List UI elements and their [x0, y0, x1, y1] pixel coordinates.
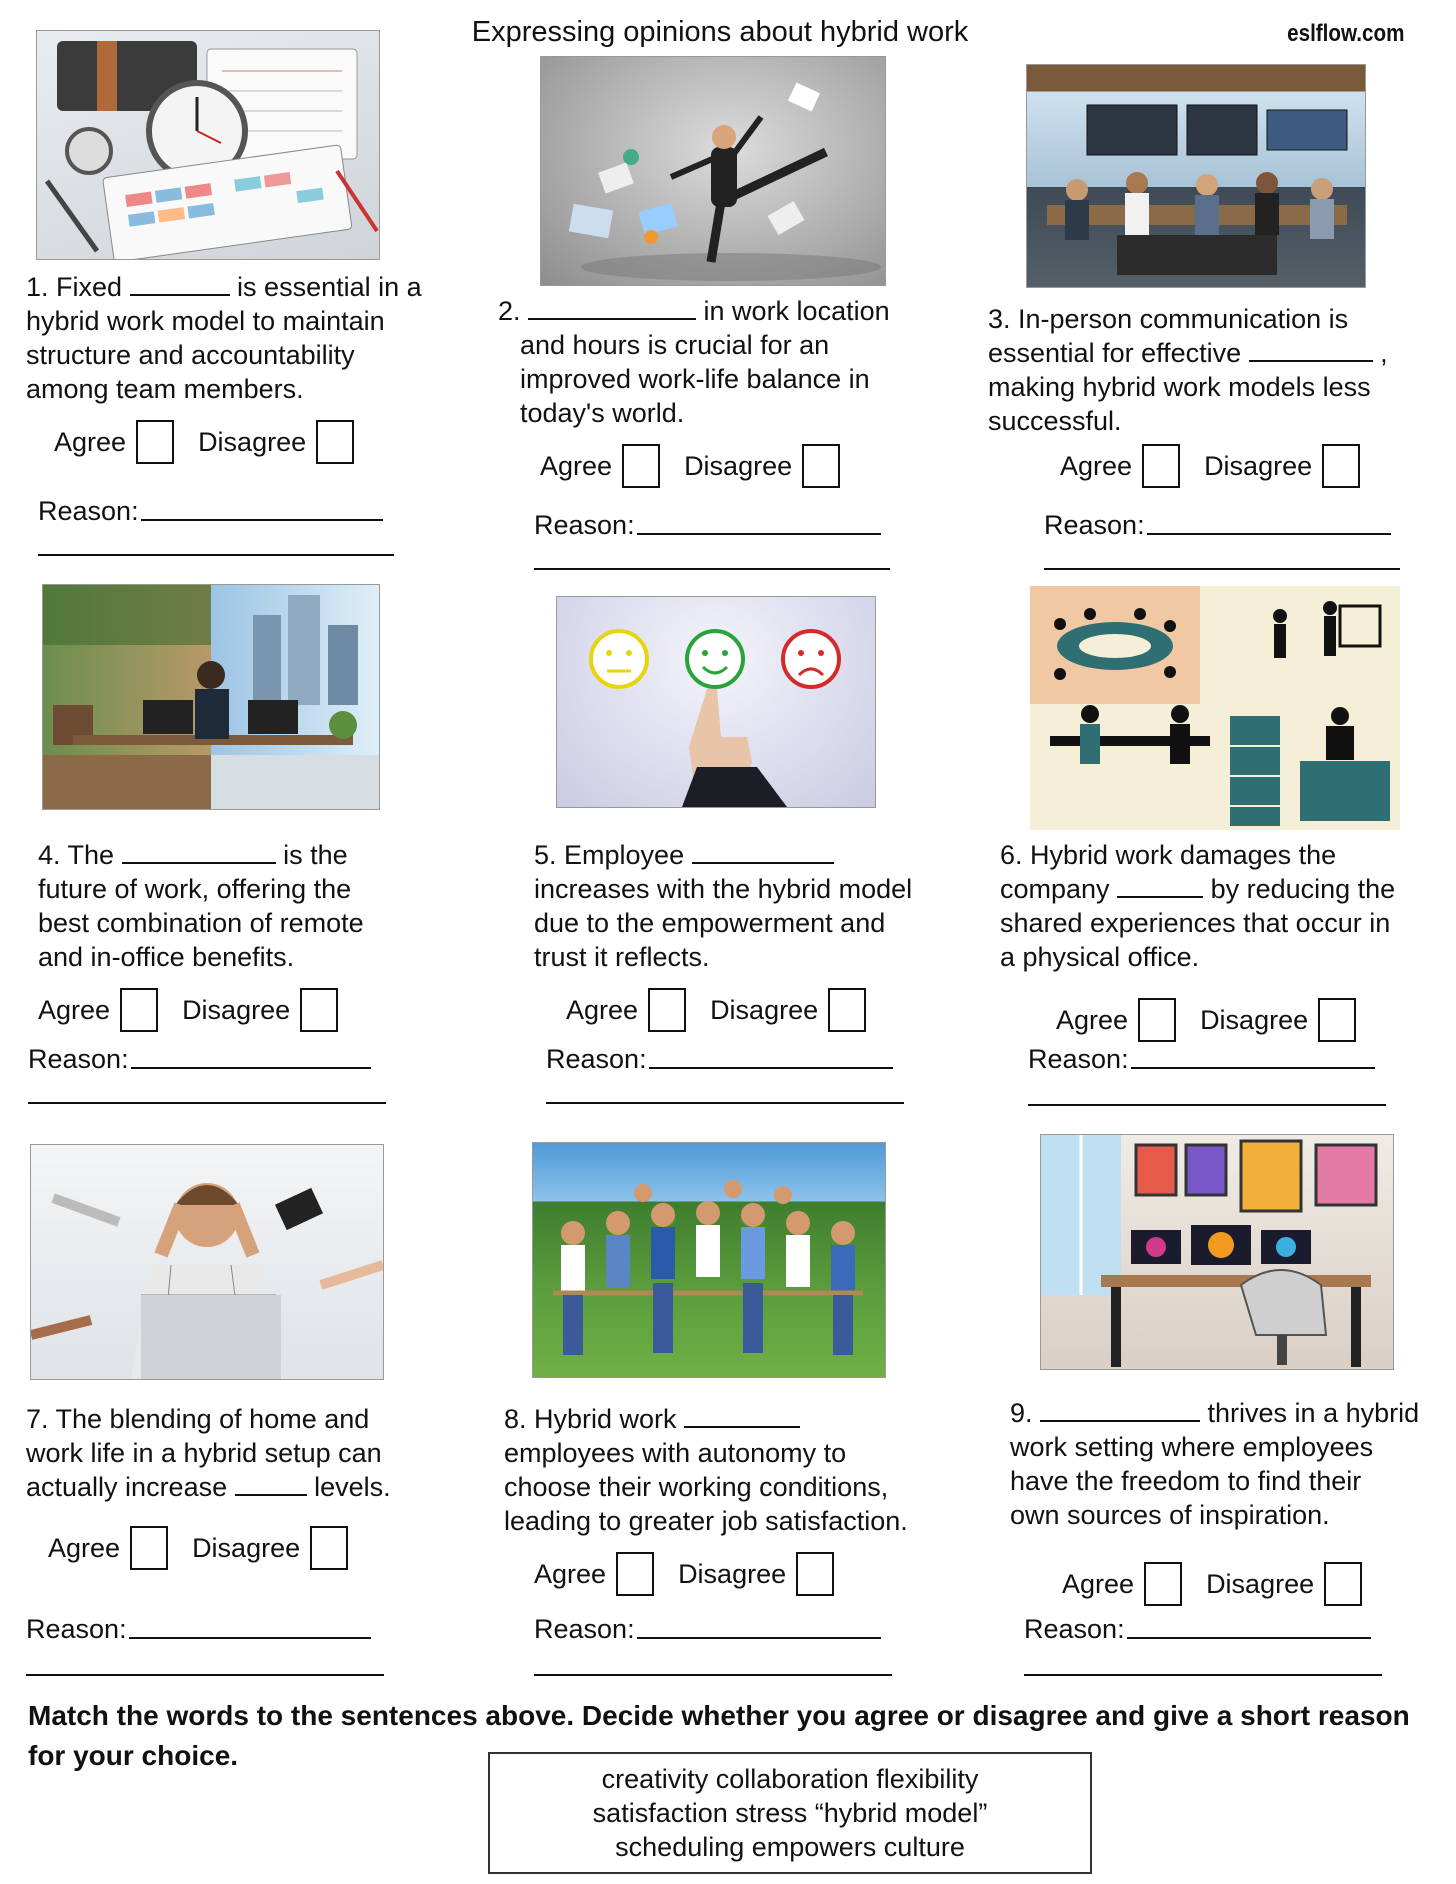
question-1-reason: [38, 496, 383, 527]
question-6-line-2: company by reducing the: [1000, 874, 1396, 904]
disagree-checkbox[interactable]: [796, 1552, 834, 1596]
question-8-text: [504, 1402, 908, 1538]
disagree-label: Disagree: [1206, 1568, 1315, 1599]
question-7-line-1: 7. The blending of home and: [26, 1404, 370, 1434]
disagree-label: Disagree: [182, 994, 291, 1025]
question-9-line-1: 9. thrives in a hybrid: [1010, 1398, 1420, 1428]
question-3-line-1: 3. In-person communication is: [988, 304, 1349, 334]
question-8-reason: [534, 1614, 881, 1645]
agree-label: Agree: [540, 450, 613, 481]
reason-line-2[interactable]: [534, 1674, 892, 1676]
creative-studio-illustration: [1041, 1135, 1393, 1369]
question-5-line-3: due to the empowerment and: [534, 908, 886, 938]
reason-label: Reason:: [1024, 1614, 1125, 1644]
question-7-line-2: work life in a hybrid setup can: [26, 1438, 382, 1468]
agree-label: Agree: [54, 426, 127, 457]
open-office-illustration: [1027, 65, 1365, 287]
question-1-text: [26, 270, 422, 406]
question-6-reason: [1028, 1044, 1375, 1075]
question-image-8: [532, 1142, 886, 1378]
reason-line[interactable]: [131, 1065, 371, 1069]
question-3-text: [988, 302, 1388, 438]
agree-label: Agree: [1062, 1568, 1135, 1599]
reason-line-2[interactable]: [28, 1102, 386, 1104]
disagree-checkbox[interactable]: [1322, 444, 1360, 488]
stressed-worker-illustration: [31, 1145, 383, 1379]
question-4-agree-disagree: [38, 988, 362, 1032]
question-5-line-2: increases with the hybrid model: [534, 874, 913, 904]
word-bank-line-1: creativity collaboration flexibility: [601, 1764, 979, 1794]
disagree-checkbox[interactable]: [1318, 998, 1356, 1042]
agree-checkbox[interactable]: [120, 988, 158, 1032]
reason-label: Reason:: [534, 510, 635, 540]
agree-checkbox[interactable]: [648, 988, 686, 1032]
answer-blank[interactable]: [1040, 1398, 1200, 1422]
disagree-label: Disagree: [198, 426, 307, 457]
question-4-line-4: and in-office benefits.: [38, 942, 295, 972]
question-8-line-3: choose their working conditions,: [504, 1472, 889, 1502]
instructions: Match the words to the sentences above. Decide whether you agree or disagree and give a short reason for your choice.: [28, 1700, 1410, 1771]
agree-checkbox[interactable]: [622, 444, 660, 488]
question-7-text: [26, 1402, 391, 1504]
question-4-text: [38, 838, 364, 974]
question-9-line-2: work setting where employees: [1010, 1432, 1374, 1462]
answer-blank[interactable]: [122, 840, 276, 864]
reason-label: Reason:: [546, 1044, 647, 1074]
disagree-label: Disagree: [1200, 1004, 1309, 1035]
question-3-line-2: essential for effective ,: [988, 338, 1388, 368]
question-9-reason: [1024, 1614, 1371, 1645]
question-1-line-3: structure and accountability: [26, 340, 355, 370]
reason-label: Reason:: [1028, 1044, 1129, 1074]
question-6-line-3: shared experiences that occur in: [1000, 908, 1391, 938]
agree-checkbox[interactable]: [616, 1552, 654, 1596]
question-1-line-1: 1. Fixed is essential in a: [26, 272, 422, 302]
disagree-label: Disagree: [684, 450, 793, 481]
reason-line-2[interactable]: [38, 554, 394, 556]
reason-line-2[interactable]: [534, 568, 890, 570]
agree-label: Agree: [38, 994, 111, 1025]
team-tug-of-war-illustration: [533, 1143, 885, 1377]
reason-line[interactable]: [637, 1635, 881, 1639]
reason-line[interactable]: [1127, 1635, 1371, 1639]
question-3-reason: [1044, 510, 1391, 541]
question-2-line-3: improved work-life balance in: [520, 364, 870, 394]
question-4-reason: [28, 1044, 371, 1075]
agree-label: Agree: [1056, 1004, 1129, 1035]
agree-label: Agree: [1060, 450, 1133, 481]
smiley-rating-illustration: [557, 597, 875, 807]
question-image-2: [540, 56, 886, 286]
question-6-line-4: a physical office.: [1000, 942, 1200, 972]
reason-label: Reason:: [28, 1044, 129, 1074]
answer-blank[interactable]: [1117, 874, 1203, 898]
question-1-agree-disagree: [54, 420, 378, 464]
disagree-label: Disagree: [192, 1532, 301, 1563]
team-meeting-illustration: [1030, 586, 1400, 830]
question-8-line-2: employees with autonomy to: [504, 1438, 847, 1468]
reason-line[interactable]: [141, 517, 383, 521]
agree-checkbox[interactable]: [130, 1526, 168, 1570]
page-title: Expressing opinions about hybrid work: [471, 16, 969, 48]
question-5-line-1: 5. Employee: [534, 838, 912, 872]
answer-blank[interactable]: [692, 840, 834, 864]
disagree-checkbox[interactable]: [802, 444, 840, 488]
word-bank: [488, 1752, 1092, 1874]
question-4-line-1: 4. The is the: [38, 840, 348, 870]
question-3-agree-disagree: [1060, 444, 1384, 488]
question-3-line-4: successful.: [988, 406, 1122, 436]
reason-line[interactable]: [637, 531, 881, 535]
question-6-text: [1000, 838, 1395, 974]
reason-line-2[interactable]: [1024, 1674, 1382, 1676]
home-office-split-illustration: [43, 585, 379, 809]
question-1-line-2: hybrid work model to maintain: [26, 306, 385, 336]
disagree-checkbox[interactable]: [1324, 1562, 1362, 1606]
question-2-line-2: and hours is crucial for an: [520, 330, 830, 360]
answer-blank[interactable]: [130, 272, 230, 296]
agree-checkbox[interactable]: [1138, 998, 1176, 1042]
reason-line[interactable]: [649, 1065, 893, 1069]
question-4-line-3: best combination of remote: [38, 908, 364, 938]
word-bank-line-3: scheduling empowers culture: [615, 1832, 965, 1862]
question-image-1: [36, 30, 380, 260]
question-9-agree-disagree: [1062, 1562, 1386, 1606]
question-8-line-1: 8. Hybrid work: [504, 1402, 908, 1436]
question-5-reason: [546, 1044, 893, 1075]
question-6-line-1: 6. Hybrid work damages the: [1000, 840, 1337, 870]
reason-line-2[interactable]: [1044, 568, 1400, 570]
question-1-line-4: among team members.: [26, 374, 304, 404]
question-9-text: [1010, 1396, 1419, 1532]
disagree-checkbox[interactable]: [316, 420, 354, 464]
planner-stopwatch-illustration: [37, 31, 379, 259]
question-8-line-4: leading to greater job satisfaction.: [504, 1506, 908, 1536]
question-7-reason: [26, 1614, 371, 1645]
disagree-checkbox[interactable]: [300, 988, 338, 1032]
reason-line-2[interactable]: [1028, 1104, 1386, 1106]
reason-line-2[interactable]: [546, 1102, 904, 1104]
question-2-line-1: 2. in work location: [498, 296, 890, 326]
question-9-line-4: own sources of inspiration.: [1010, 1500, 1330, 1530]
question-8-agree-disagree: [534, 1552, 858, 1596]
juggling-worker-illustration: [541, 57, 885, 285]
question-4-line-2: future of work, offering the: [38, 874, 352, 904]
site-logo: eslflow.com: [1286, 20, 1404, 47]
question-7-agree-disagree: [48, 1526, 372, 1570]
reason-label: Reason:: [1044, 510, 1145, 540]
reason-line-2[interactable]: [26, 1674, 384, 1676]
question-image-9: [1040, 1134, 1394, 1370]
agree-checkbox[interactable]: [1144, 1562, 1182, 1606]
answer-blank[interactable]: [235, 1472, 307, 1496]
question-7-line-3: actually increase levels.: [26, 1472, 391, 1502]
agree-checkbox[interactable]: [136, 420, 174, 464]
reason-label: Reason:: [26, 1614, 127, 1644]
question-3-line-3: making hybrid work models less: [988, 372, 1371, 402]
reason-line[interactable]: [1147, 531, 1391, 535]
question-image-6: [1030, 586, 1400, 830]
question-5-agree-disagree: [566, 988, 890, 1032]
reason-label: Reason:: [534, 1614, 635, 1644]
question-6-agree-disagree: [1056, 998, 1380, 1042]
answer-blank[interactable]: [528, 296, 696, 320]
disagree-label: Disagree: [710, 994, 819, 1025]
question-5-line-4: trust it reflects.: [534, 942, 710, 972]
disagree-label: Disagree: [678, 1558, 787, 1589]
question-2-reason: [534, 510, 881, 541]
question-2-line-4: today's world.: [520, 398, 685, 428]
answer-blank[interactable]: [684, 1404, 800, 1428]
question-2-text: [498, 294, 890, 430]
question-image-5: [556, 596, 876, 808]
agree-label: Agree: [48, 1532, 121, 1563]
answer-blank[interactable]: [1249, 338, 1373, 362]
agree-label: Agree: [566, 994, 639, 1025]
disagree-checkbox[interactable]: [310, 1526, 348, 1570]
agree-label: Agree: [534, 1558, 607, 1589]
question-2-agree-disagree: [540, 444, 864, 488]
agree-checkbox[interactable]: [1142, 444, 1180, 488]
reason-label: Reason:: [38, 496, 139, 526]
question-image-7: [30, 1144, 384, 1380]
question-9-line-3: have the freedom to find their: [1010, 1466, 1362, 1496]
word-bank-line-2: satisfaction stress “hybrid model”: [592, 1798, 988, 1828]
question-image-3: [1026, 64, 1366, 288]
question-5-text: [534, 838, 912, 974]
question-image-4: [42, 584, 380, 810]
disagree-checkbox[interactable]: [828, 988, 866, 1032]
disagree-label: Disagree: [1204, 450, 1313, 481]
reason-line[interactable]: [129, 1635, 371, 1639]
reason-line[interactable]: [1131, 1065, 1375, 1069]
